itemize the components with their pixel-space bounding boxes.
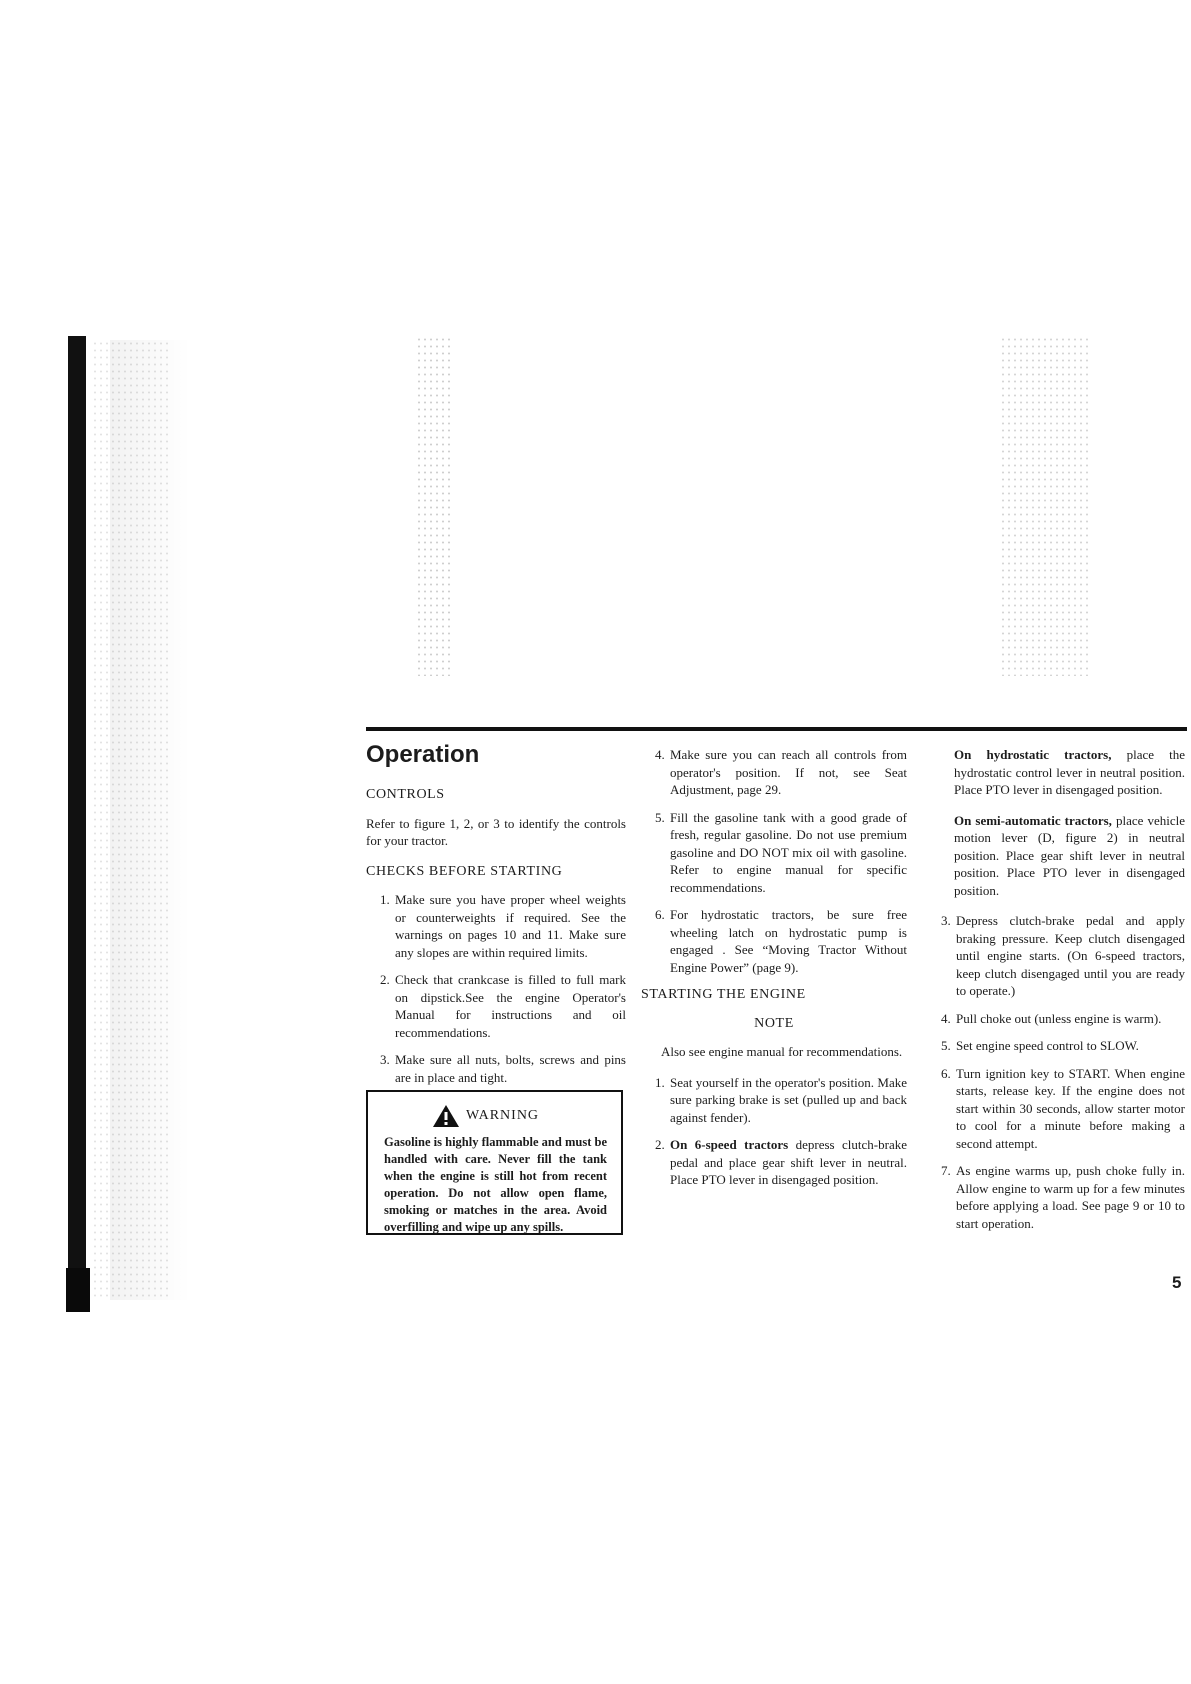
page-number: 5 [1172,1273,1182,1292]
note-label: NOTE [754,1015,794,1031]
list-item: 6. For hydrostatic tractors, be sure free wheeling latch on hydrostatic pump is engaged . See “Moving Tractor Without Engine Power” (page 9). [668,906,907,976]
scan-speckle-right [1000,336,1090,676]
six-speed-text: depress clutch-brake pedal and place gear shift lever in neutral. Place PTO lever in disengaged position. [670,1137,908,1187]
warning-triangle-icon [432,1104,460,1128]
starting-list-continued [927,912,1185,1232]
list-item: 3. Make sure all nuts, bolts, screws and pins are in place and tight. [393,1051,626,1086]
checks-heading: CHECKS BEFORE STARTING [366,863,563,879]
semi-automatic-lead: On semi-automatic tractors, [954,812,1112,828]
page-title: Operation [366,741,480,768]
six-speed-lead: On 6-speed tractors [670,1137,789,1152]
column-2 [641,746,907,1199]
warning-text: Gasoline is highly flammable and must be handled with care. Never fill the tank when the engine is still hot from recent operation. Do not allow open flame, smoking or matches in the area. Avoid overfilling and wipe up any spills. [384,1135,607,1234]
controls-heading: CONTROLS [366,787,445,802]
semi-automatic-text: place vehicle motion lever (D, figure 2) in neutral position. Place gear shift lever in neutral position. Place PTO lever in disengaged position. [954,812,1185,898]
warning-box [366,1090,623,1235]
column-3 [927,746,1185,1242]
list-item: 7. As engine warms up, push choke fully in. Allow engine to warm up for a few minutes before applying a load. See page 9 or 10 to start operation. [954,1162,1185,1232]
section-rule [366,727,1187,731]
scan-speckle-center [416,336,454,676]
hydrostatic-lead: On hydrostatic tractors, [954,747,1112,762]
warning-header [364,1104,607,1128]
list-item: 2. Check that crankcase is filled to full mark on dipstick.See the engine Operator's Manual for instructions and oil recommendations. [393,971,626,1041]
starting-list [641,1074,907,1189]
starting-heading: STARTING THE ENGINE [641,987,806,1002]
controls-text: Refer to figure 1, 2, or 3 to identify the controls for your tractor. [366,815,626,848]
checks-list [366,891,626,1086]
list-item: 4. Pull choke out (unless engine is warm). [954,1010,1185,1028]
list-item: 1. Make sure you have proper wheel weights or counterweights if required. See the warnings on pages 10 and 11. Make sure any slopes are within required limits. [393,891,626,961]
list-item: 4. Make sure you can reach all controls from operator's position. If not, see Seat Adjustment, page 29. [668,746,907,799]
binding-edge [68,336,86,1311]
hydrostatic-text: place the hydrostatic control lever in neutral position. Place PTO lever in disengaged position. [954,747,1185,797]
hydrostatic-paragraph [927,746,1185,799]
warning-label: WARNING [465,1108,540,1123]
list-item: 6. Turn ignition key to START. When engine starts, release key. If the engine does not start within 30 seconds, allow starter motor to cool for a minute before making a second attempt. [954,1065,1185,1153]
note-text: Also see engine manual for recommendations. [661,1044,903,1059]
list-item [668,1136,907,1189]
scan-speckle-left [92,340,172,1300]
list-item: 3. Depress clutch-brake pedal and apply braking pressure. Keep clutch disengaged until engine starts. (On 6-speed tractors, keep clutch disengaged until you are ready to operate.) [954,912,1185,1000]
list-item: 1. Seat yourself in the operator's position. Make sure parking brake is set (pulled up and back against fender). [668,1074,907,1127]
semi-automatic-paragraph [927,812,1185,900]
list-item: 5. Fill the gasoline tank with a good grade of fresh, regular gasoline. Do not use premium gasoline and DO NOT mix oil with gasoline. Refer to engine manual for specific recommendations. [668,809,907,897]
checks-list-continued [641,746,907,976]
binding-notch [66,1268,90,1312]
list-item: 5. Set engine speed control to SLOW. [954,1037,1185,1055]
column-1 [366,786,626,1096]
